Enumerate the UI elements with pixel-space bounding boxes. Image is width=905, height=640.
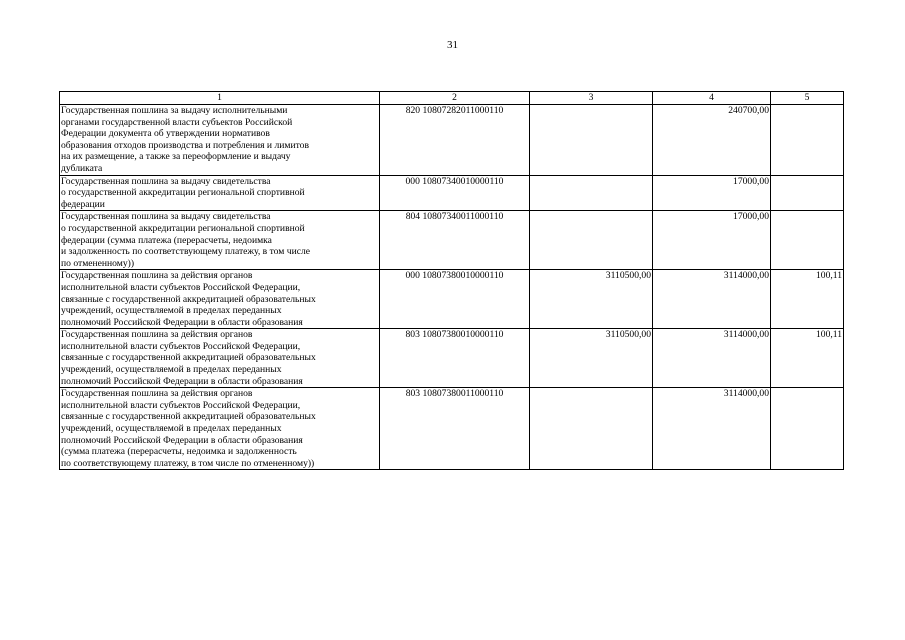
table-row [60,329,844,388]
revenue-name-line: образования отходов производства и потребления и лимитов [61,139,309,151]
table-body [60,105,844,470]
revenue-name-line: федерации [61,198,105,210]
budget-code-cell: 804 10807340011000110 [380,211,530,270]
revenue-name-line: о государственной аккредитации региональной спортивной [61,222,305,234]
budget-code-cell: 803 10807380011000110 [380,388,530,470]
header-col-5: 5 [771,92,844,105]
header-col-3: 3 [530,92,653,105]
header-col-4: 4 [653,92,771,105]
budget-code-cell: 000 10807340010000110 [380,175,530,211]
actual-amount-cell: 17000,00 [653,175,771,211]
revenue-name-line: Государственная пошлина за выдачу исполнительными [61,105,288,116]
revenue-name-line: федерации (сумма платежа (перерасчеты, недоимка [61,234,272,246]
revenue-name-cell [60,105,380,176]
table-row [60,105,844,176]
revenue-name-line: дубликата [61,162,103,174]
revenue-name-line: учреждений, осуществляемой в пределах переданных [61,305,282,317]
percent-cell: 100,11 [771,329,844,388]
budget-code-cell: 820 10807282011000110 [380,105,530,176]
revenue-name-line: Государственная пошлина за действия органов [61,270,253,282]
revenue-name-line: связанные с государственной аккредитацией образовательных [61,293,316,305]
plan-amount-cell [530,388,653,470]
revenue-name-cell [60,329,380,388]
plan-amount-cell [530,211,653,270]
plan-amount-cell: 3110500,00 [530,329,653,388]
page-number: 31 [447,39,458,51]
revenue-name-cell [60,388,380,470]
plan-amount-cell [530,175,653,211]
percent-cell [771,211,844,270]
budget-code-cell: 803 10807380010000110 [380,329,530,388]
revenue-name-line: Государственная пошлина за выдачу свидетельства [61,211,271,223]
revenue-name-cell [60,175,380,211]
actual-amount-cell: 3114000,00 [653,388,771,470]
revenue-name-cell [60,211,380,270]
table-row [60,175,844,211]
revenue-name-line: полномочий Российской Федерации в области образования [61,434,303,446]
revenue-name-line: по отмененному)) [61,257,135,269]
revenue-name-line: Государственная пошлина за действия органов [61,329,253,341]
plan-amount-cell: 3110500,00 [530,270,653,329]
revenue-name-line: о государственной аккредитации региональной спортивной [61,187,305,199]
percent-cell: 100,11 [771,270,844,329]
revenue-name-line: полномочий Российской Федерации в области образования [61,375,303,387]
percent-cell [771,388,844,470]
revenue-name-line: Государственная пошлина за действия органов [61,388,253,400]
actual-amount-cell: 17000,00 [653,211,771,270]
actual-amount-cell: 240700,00 [653,105,771,176]
revenue-name-line: полномочий Российской Федерации в области образования [61,316,303,328]
revenue-name-line: учреждений, осуществляемой в пределах переданных [61,364,282,376]
revenue-name-line: связанные с государственной аккредитацией образовательных [61,411,316,423]
revenue-name-line: на их размещение, а также за переоформление и выдачу [61,151,291,163]
header-col-1: 1 [60,92,380,105]
percent-cell [771,105,844,176]
header-col-2: 2 [380,92,530,105]
revenue-name-line: органами государственной власти субъектов Российской [61,116,293,128]
revenue-name-line: исполнительной власти субъектов Российской Федерации, [61,399,301,411]
revenue-name-line: связанные с государственной аккредитацией образовательных [61,352,316,364]
revenue-name-line: исполнительной власти субъектов Российской Федерации, [61,340,301,352]
plan-amount-cell [530,105,653,176]
revenue-name-line: по соответствующему платежу, в том числе по отмененному)) [61,457,315,469]
revenue-name-line: Федерации документа об утверждении нормативов [61,128,270,140]
revenue-table [59,91,844,470]
revenue-name-line: (сумма платежа (перерасчеты, недоимка и задолженность [61,446,297,458]
budget-code-cell: 000 10807380010000110 [380,270,530,329]
table-row [60,388,844,470]
actual-amount-cell: 3114000,00 [653,270,771,329]
table-row [60,270,844,329]
revenue-name-cell [60,270,380,329]
percent-cell [771,175,844,211]
revenue-name-line: учреждений, осуществляемой в пределах переданных [61,423,282,435]
actual-amount-cell: 3114000,00 [653,329,771,388]
table-header-row [60,92,844,105]
revenue-name-line: исполнительной власти субъектов Российской Федерации, [61,281,301,293]
table-row [60,211,844,270]
revenue-name-line: Государственная пошлина за выдачу свидетельства [61,175,271,187]
revenue-name-line: и задолженность по соответствующему платежу, в том числе [61,246,311,258]
